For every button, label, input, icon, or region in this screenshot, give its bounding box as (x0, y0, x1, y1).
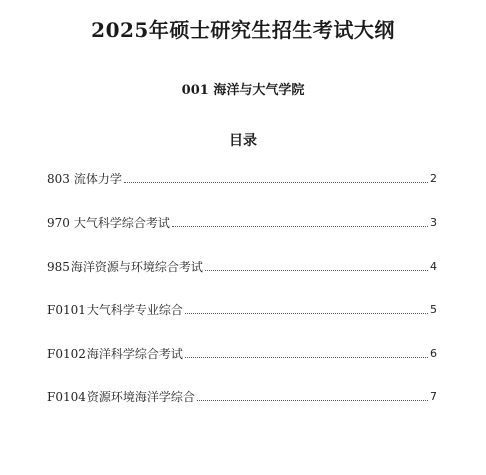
toc-entry-name: 大气科学专业综合 (86, 303, 183, 317)
toc-entry-page: 6 (430, 347, 437, 360)
toc-entry-code: 970 (47, 216, 70, 230)
toc-entry[interactable] (47, 386, 437, 404)
toc-entry-name: 海洋资源与环境综合考试 (70, 260, 203, 274)
toc-entry[interactable] (47, 343, 437, 361)
toc-entry-code: F0101 (47, 303, 86, 317)
toc-entry-page: 7 (430, 390, 437, 403)
toc-leader-dots (172, 226, 428, 227)
toc-entry-code: 803 (47, 172, 70, 186)
toc-entry-label (47, 347, 183, 361)
toc-entry-name: 流体力学 (73, 172, 122, 186)
toc-entry-name: 大气科学综合考试 (73, 216, 170, 230)
toc-entry-label (47, 172, 122, 186)
toc-entry-page: 3 (430, 216, 437, 229)
toc-entry-label (47, 303, 183, 317)
toc-entry-label (47, 216, 170, 230)
toc-leader-dots (124, 182, 428, 183)
toc-entry[interactable] (47, 299, 437, 317)
toc-entry-page: 5 (430, 303, 437, 316)
toc-entry[interactable] (47, 256, 437, 274)
toc-entry-label (47, 390, 195, 404)
toc-entry-code: F0102 (47, 347, 86, 361)
toc-entry-page: 4 (430, 260, 437, 273)
toc-entry-name: 资源环境海洋学综合 (86, 390, 195, 404)
document-title: 2025年硕士研究生招生考试大纲 (91, 18, 395, 42)
toc-leader-dots (185, 313, 428, 314)
toc-leader-dots (185, 357, 428, 358)
toc-leader-dots (205, 270, 428, 271)
toc-entry[interactable] (47, 168, 437, 186)
toc-heading: 目录 (229, 133, 257, 149)
department-heading: 001 海洋与大气学院 (181, 83, 305, 98)
toc-entry-label (47, 260, 203, 274)
toc-entry-name: 海洋科学综合考试 (86, 347, 183, 361)
toc-leader-dots (197, 400, 428, 401)
toc-entry-code: 985 (47, 260, 70, 274)
toc-entry-code: F0104 (47, 390, 86, 404)
toc-entry-page: 2 (430, 172, 437, 185)
toc-entry[interactable] (47, 212, 437, 230)
